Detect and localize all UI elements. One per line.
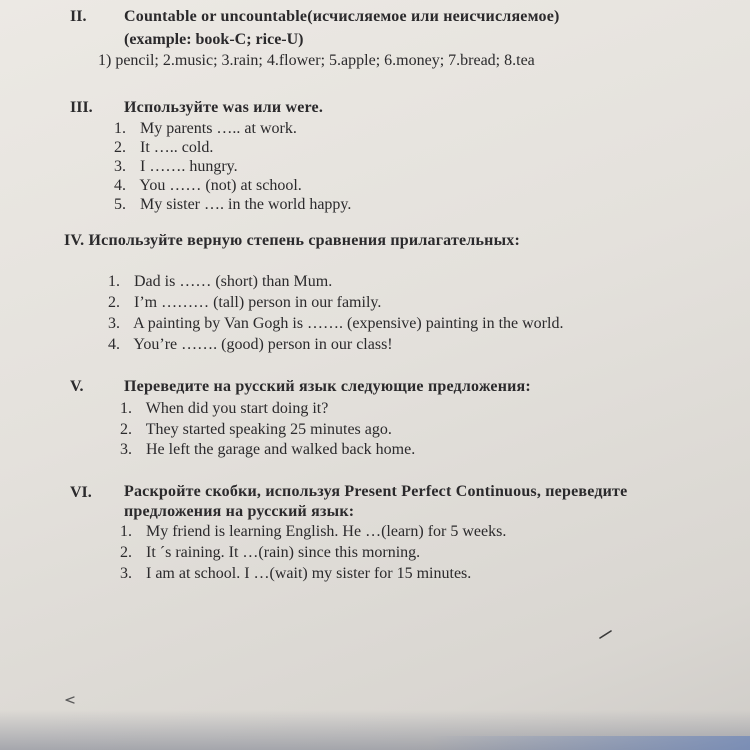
item-text: I ……. hungry. — [140, 158, 238, 175]
section-3-item — [114, 177, 302, 195]
section-5-title: Переведите на русский язык следующие предложения: — [124, 378, 531, 395]
section-4-item — [108, 294, 381, 312]
item-number: 2. — [114, 139, 126, 156]
item-text: He left the garage and walked back home. — [146, 441, 416, 458]
item-number: 1. — [120, 400, 132, 417]
item-text: When did you start doing it? — [145, 400, 329, 417]
section-2-example: (example: book-C; rice-U) — [124, 31, 304, 48]
item-number: 3. — [108, 315, 120, 332]
item-number: 3. — [114, 158, 126, 175]
section-2-number: II. — [70, 8, 87, 25]
item-text: My friend is learning English. He …(learn) for 5 weeks. — [146, 523, 507, 540]
item-number: 4. — [108, 336, 120, 353]
section-3-number: III. — [70, 99, 93, 116]
item-number: 1. — [120, 523, 132, 540]
section-5-item — [120, 441, 415, 459]
section-4-item — [108, 273, 332, 291]
section-6-item — [120, 544, 420, 562]
item-text: My sister …. in the world happy. — [140, 196, 352, 213]
item-text: I am at school. I …(wait) my sister for 15 minutes. — [146, 565, 472, 582]
section-5-item — [120, 421, 392, 439]
section-3-item — [114, 196, 351, 214]
item-number: 3. — [120, 565, 132, 582]
section-6-number: VI. — [70, 484, 92, 501]
section-3-item — [114, 158, 238, 176]
item-text: It ….. cold. — [140, 139, 214, 156]
item-number: 2. — [120, 421, 132, 438]
section-6-item — [120, 565, 471, 583]
item-text: You …… (not) at school. — [139, 177, 302, 194]
item-number: 1. — [108, 273, 120, 290]
item-number: 4. — [114, 177, 126, 194]
section-5-number: V. — [70, 378, 84, 395]
item-number: 1. — [114, 120, 126, 137]
section-4-item — [108, 336, 393, 354]
section-4-item — [108, 315, 563, 333]
item-text: I’m ……… (tall) person in our family. — [134, 294, 382, 311]
item-text: They started speaking 25 minutes ago. — [145, 421, 392, 438]
section-2-word-list: 1) pencil; 2.music; 3.rain; 4.flower; 5.apple; 6.money; 7.bread; 8.tea — [98, 52, 535, 69]
photo-edge-tint — [430, 736, 750, 750]
item-number: 3. — [120, 441, 132, 458]
section-6-item — [120, 523, 506, 541]
item-number: 2. — [108, 294, 120, 311]
section-3-item — [114, 120, 297, 138]
section-3-item — [114, 139, 213, 157]
item-text: My parents ….. at work. — [140, 120, 297, 137]
section-6-title-line-1: Раскройте скобки, используя Present Perfect Continuous, переведите — [124, 483, 628, 500]
pen-mark-icon — [64, 694, 78, 706]
item-number: 5. — [114, 196, 126, 213]
section-4-title: IV. Используйте верную степень сравнения прилагательных: — [64, 232, 520, 249]
item-text: Dad is …… (short) than Mum. — [134, 273, 333, 290]
item-text: It ´s raining. It …(rain) since this morning. — [146, 544, 421, 561]
section-2-title: Countable or uncountable(исчисляемое или неисчисляемое) — [124, 8, 560, 25]
item-text: You’re ……. (good) person in our class! — [133, 336, 393, 353]
pen-mark-icon — [598, 628, 614, 640]
section-6-title-line-2: предложения на русский язык: — [124, 503, 355, 520]
item-text: A painting by Van Gogh is ……. (expensive) painting in the world. — [133, 315, 564, 332]
section-3-title: Используйте was или were. — [124, 99, 324, 116]
section-5-item — [120, 400, 328, 418]
item-number: 2. — [120, 544, 132, 561]
